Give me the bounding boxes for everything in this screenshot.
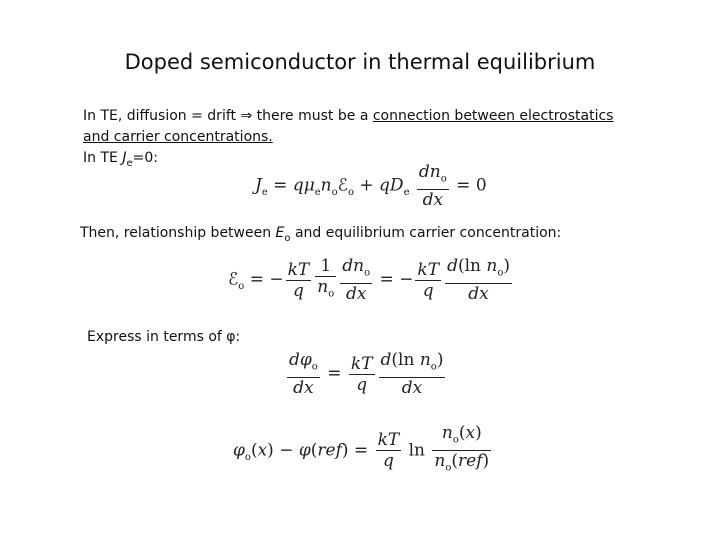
equation-potential-derivative: $\frac{d\varphi_o}{dx}$ = $\frac{kT}{q}$ $\frac{d(\ln n_o)}{dx}$: [289, 350, 444, 399]
para2: [80, 223, 561, 249]
equation-current-density: $J_e$ = $q\mu_en_oℰ_o + qD_e$ $\frac{dn_o}{dx}$ = 0: [255, 162, 487, 211]
para2-suffix: and equilibrium carrier concentration:: [290, 225, 562, 241]
para2-sub: o: [284, 232, 291, 244]
para1-line2-underlined: and carrier concentrations.: [83, 129, 273, 145]
para1-line3-prefix: In TE: [83, 150, 123, 166]
para1-line3-var: J: [122, 150, 127, 166]
para1-line1-text: In TE, diffusion = drift ⇒ there must be a: [83, 108, 373, 124]
para1-line3-suffix: =0:: [132, 150, 158, 166]
para1-line3: [83, 148, 158, 174]
para2-var: E: [275, 225, 285, 241]
slide-title: Doped semiconductor in thermal equilibrium: [124, 50, 596, 74]
para1-line1-underlined: connection between electrostatics: [372, 108, 614, 124]
equation-potential-difference: $\varphi_o(x) - \varphi(ref)$ = $\frac{kT}{q}$ ln $\frac{n_o(x)}{n_o(ref)}$: [233, 423, 493, 479]
para2-prefix: Then, relationship between: [80, 225, 276, 241]
para1-line3-sub: e: [126, 157, 133, 169]
para3: Express in terms of φ:: [87, 329, 241, 345]
para1-line1: [83, 106, 613, 126]
equation-field: ℰ$_o$ = − $\frac{kT}{q}$ $\frac{1}{n_o}$ $\frac{dn_o}{dx}$ = − $\frac{kT}{q}$ $\frac{d(\ln n_o)}{dx}$: [228, 256, 510, 305]
